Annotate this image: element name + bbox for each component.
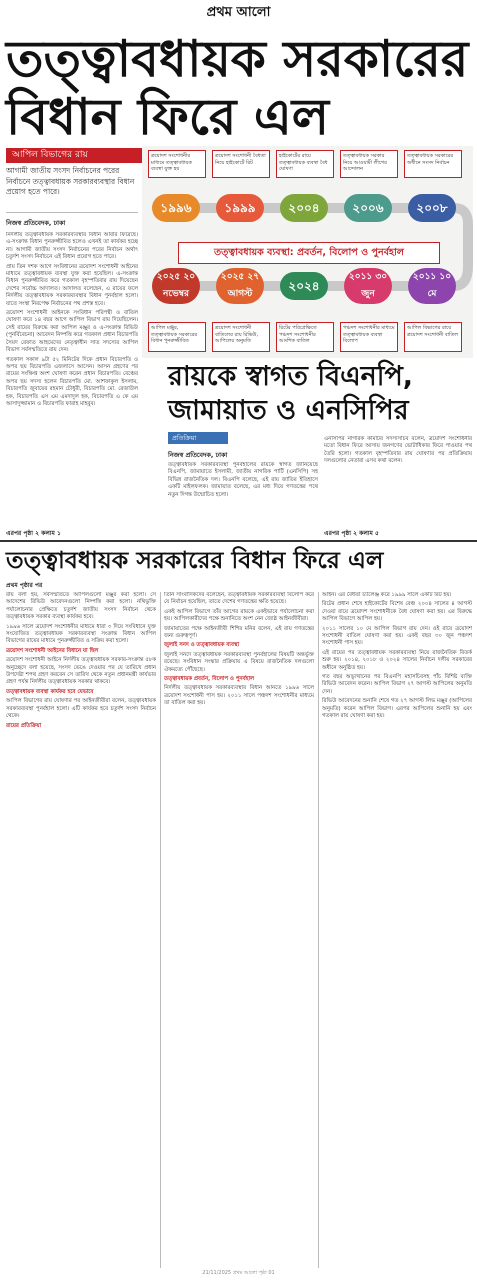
timeline-note: ত্রয়োদশ সংশোধনী বাতিলের রায় রিভিউ, আপিলের অনুমতি [212,322,270,352]
reaction-column-2: এনসিপির নাগরিক কমিটির সদস্যসচিব বলেন, ত্রয়োদশ সংশোধনীর মতো বিধান ফিরে আসায় জনগণের ভোটাধিকার ফিরে পাওয়ার পথ তৈরি হলো। গতকাল বৃহস্পতিবার রায় ঘোষণার পর প্রতিক্রিয়ায় দলগুলোর নেতারা এসব কথা বলেন। [324,436,472,465]
reaction-column-1: তত্ত্বাবধায়ক সরকারব্যবস্থা পুনর্বহালের রায়কে স্বাগত জানিয়েছে বিএনপি, জামায়াতে ইসলামী, জাতীয় নাগরিক পার্টি (এনসিপি) সহ বিভিন্ন রাজনৈতিক দল। বিএনপি বলেছে, এই রায় জাতির ইতিহাসে একটি মাইলফলক। জামায়াত বলেছে, এর মধ্য দিয়ে গণতন্ত্রের পথে নতুন দিগন্ত উন্মোচিত হলো। [168,462,318,498]
page-2-headline: তত্ত্বাবধায়ক সরকারের বিধান ফিরে এল [6,546,384,574]
page-footer: 21/11/2025 প্রথম আলো পৃষ্ঠা 01 [202,1270,275,1276]
paragraph: রিটের প্রধান শেষে হাইকোর্টের বিশেষ বেঞ্চ ২০০৪ সালের ৪ আগস্ট দেওয়া রায়ে ত্রয়োদশ সংশোধনীকে বৈধ ঘোষণা করা হয়। এর বিরুদ্ধে আপিল বিভাগে আপিল হয়। [322,601,472,623]
byline: নিজস্ব প্রতিবেদক, ঢাকা [6,219,66,227]
timeline-note: পঞ্চদশ সংশোধনীর মাধ্যমে তত্ত্বাবধায়ক ব্যবস্থা বিলোপ [340,322,398,352]
paragraph: রিভিউ আবেদনের শুনানি শেষে গত ২৭ আগস্ট লিভ মঞ্জুর (আপিলের অনুমতি) করেন আপিল বিভাগ। এরপর আপিলের শুনানি হয় এবং গতকাল রায় ঘোষণা করা হয়। [322,698,472,720]
timeline-note: রিটের পরিপ্রেক্ষিতে পঞ্চদশ সংশোধনীর আংশিক বাতিল [276,322,334,352]
timeline-note: তত্ত্বাবধায়ক সরকারের অধীনে সংসদ নির্বাচন [404,150,462,178]
timeline-note: ত্রয়োদশ সংশোধনী বৈধতা নিয়ে হাইকোর্টে রিট [212,150,270,178]
timeline-year: ১৯৯৯ [216,194,264,222]
timeline-year: ২০১১ ১০ মে [408,268,456,304]
paragraph: ত্রয়োদশ সংশোধনী আইনকে সংবিধান পরিপন্থী ও বাতিল ঘোষণা করে ১৪ বছর আগে আপিল বিভাগ রায় দিয়েছিলেন। সেই রায়ের বিরুদ্ধে করা আপিল মঞ্জুর ও এ-সংক্রান্ত রিভিউ (পুনর্বিবেচনা) আবেদন নিষ্পত্তি করে গতকাল প্রধান বিচারপতি সৈয়দ রেফাত আহমেদের নেতৃত্বাধীন সাত সদস্যের আপিল বিভাগ সর্বসম্মতিতে রায় দেন। [6,310,138,354]
paragraph: গতকাল সকাল ৯টা ৫২ মিনিটের দিকে প্রধান বিচারপতি ও অপর ছয় বিচারপতি এজলাসে আসেন। আসন গ্রহণের পর রায়ের সংক্ষিপ্ত অংশ ঘোষণা করেন প্রধান বিচারপতি। বেঞ্চের অপর ছয় সদস্য হলেন বিচারপতি মো. আশফাকুল ইসলাম, বিচারপতি জুবায়ের রহমান চৌধুরী, বিচারপতি মো. রেজাউল হক, বিচারপতি এস এম এমদাদুল হক, বিচারপতি এ কে এম আসাদুজ্জামান ও বিচারপতি ফারাহ মাহবুব। [6,356,138,407]
secondary-headline: রায়কে স্বাগত বিএনপি, জামায়াত ও এনসিপির [168,361,414,426]
timeline-note: আপিল মঞ্জুর, তত্ত্বাবধায়ক সরকারের বিধান পুনরুজ্জীবিত [148,322,206,352]
section-tag-reaction: প্রতিক্রিয়া [168,432,228,444]
subheading: তত্ত্বাবধায়ক প্রবর্তন, বিলোপ ও পুনর্বহাল [164,676,255,683]
timeline-year: ২০২৫ ২০ নভেম্বর [152,268,200,304]
continuation-label: প্রথম পৃষ্ঠার পর [6,582,43,589]
paragraph: রায় বলা হয়, সর্বসম্মতিতে আপিলগুলো মঞ্জুর করা হলো। সে আদেশের রিভিউ আবেদনগুলো নিষ্পত্তি করা হলো। নথিভুক্তি পর্যালোচনার প্রেক্ষিতে চতুর্দশ জাতীয় সংসদ নির্বাচন থেকে তত্ত্বাবধায়ক সরকার ব্যবস্থা কার্যকর হবে। [6,592,156,621]
article-column-b [164,592,314,1268]
timeline-title: তত্ত্বাবধায়ক ব্যবস্থা: প্রবর্তন, বিলোপ ও পুনর্বহাল [178,242,440,264]
paragraph: তিনি সাংবাদিকদের বলেছেন, তত্ত্বাবধায়ক সরকারব্যবস্থা বিলোপ করে যে নির্বাচন হয়েছিল, তাতে দেশের গণতন্ত্রের ক্ষতি হয়েছে। [164,592,314,606]
paragraph: নির্দলীয় তত্ত্বাবধায়ক সরকারব্যবস্থার বিধান আবার ফিরেছে। এ-সংক্রান্ত বিধান পুনরুজ্জীবিত হলেও এখনই তা কার্যকর হচ্ছে না। আগামী জাতীয় সংসদ নির্বাচনের পরের নির্বাচন অর্থাৎ চতুর্দশ সংসদ নির্বাচনে এই বিধান প্রয়োগ হতে পারে। [6,232,138,261]
paragraph: জুলাই সনদে তত্ত্বাবধায়ক সরকারব্যবস্থা পুনর্বহালের বিষয়টি অন্তর্ভুক্ত রয়েছে। সংবিধান সংস্কার প্রক্রিয়ায় এ বিষয়ে রাজনৈতিক দলগুলো ঐকমত্যে পৌঁছেছে। [164,651,314,673]
timeline-note: হাইকোর্টের রায়ে তত্ত্বাবধায়ক ব্যবস্থা বৈধ ঘোষণা [276,150,334,178]
byline: নিজস্ব প্রতিবেদক, ঢাকা [168,451,228,459]
subheading: জুলাই সনদ ও তত্ত্বাবধায়ক ব্যবস্থা [164,642,240,649]
paragraph: এই রায়ের পর তত্ত্বাবধায়ক সরকারব্যবস্থা নিয়ে রাজনৈতিক বিতর্ক শুরু হয়। ২০১৪, ২০১৮ ও ২০২৪ সালের নির্বাচন দলীয় সরকারের অধীনে অনুষ্ঠিত হয়। [322,649,472,671]
paragraph: জামায়াতের পক্ষে আইনজীবী শিশির মনির বলেন, এই রায় গণতন্ত্রের জন্য গুরুত্বপূর্ণ। [164,625,314,640]
subheading: ত্রয়োদশ সংশোধনী আইনের বিধানে যা ছিল [6,647,99,654]
paragraph: ২০১১ সালের ১০ মে আপিল বিভাগ রায় দেন। ওই রায়ে ত্রয়োদশ সংশোধনী বাতিল ঘোষণা করা হয়। একই বছর ৩০ জুন পঞ্চদশ সংশোধনী পাস হয়। [322,625,472,647]
timeline-year: ২০২৪ [280,272,328,300]
timeline-year: ২০০৬ [344,194,392,222]
section-tag: আপিল বিভাগের রায় [6,148,144,163]
paragraph: ত্রয়োদশ সংশোধনী আইনে নির্দলীয় তত্ত্বাবধায়ক সরকার-সংক্রান্ত ৫৮ক অনুচ্ছেদে বলা হয়েছে, সংসদ ভেঙে দেওয়ার পর যে তারিখে প্রধান উপদেষ্টা শপথ গ্রহণ করবেন সে তারিখ থেকে নতুন প্রধানমন্ত্রী কার্যভার গ্রহণ পর্যন্ত নির্দলীয় তত্ত্বাবধায়ক সরকার থাকবে। [6,657,156,686]
paragraph: নির্দলীয় তত্ত্বাবধায়ক সরকারব্যবস্থার বিধান আনতে ১৯৯৬ সালে ত্রয়োদশ সংশোধনী পাস হয়। ২০১১ সালে পঞ্চদশ সংশোধনীর মাধ্যমে তা বাতিল করা হয়। [164,685,314,707]
paragraph: গত বছর অভ্যুত্থানের পর বিএনপি মহাসচিবসহ পাঁচ বিশিষ্ট ব্যক্তি রিভিউ আবেদন করেন। আপিল বিভাগ ২৭ আগস্ট আপিলের অনুমতি দেন। [322,674,472,695]
article-column-1 [6,232,138,524]
column-rule [318,592,319,1268]
timeline-year: ১৯৯৬ [152,194,200,222]
timeline-year: ২০২৫ ২৭ আগস্ট [216,268,264,304]
timeline-infographic [142,146,473,358]
section-divider [0,540,477,542]
timeline-note: তত্ত্বাবধায়ক সরকার নিয়ে আওয়ামী লীগের আন্দোলন [340,150,398,178]
main-headline: তত্ত্বাবধায়ক সরকারের বিধান ফিরে এল [6,30,469,146]
continuation-note: এরপর পৃষ্ঠা ২ কলাম ৫ [324,530,379,537]
divider [6,212,138,213]
continuation-note: এরপর পৃষ্ঠা ২ কলাম ১ [6,530,61,537]
timeline-note: আপিল বিভাগের রায়ে ত্রয়োদশ সংশোধনী বাতিল [404,322,462,352]
paragraph: আইন। এর বৈধতা চ্যালেঞ্জ করে ১৯৯৯ সালে একটি রিট হয়। [322,592,452,598]
paragraph: ১৯৯৬ সালে ত্রয়োদশ সংশোধনীর মাধ্যমে ধারা ৩ দিয়ে সংবিধানে যুক্ত সংযোজিত তত্ত্বাবধায়ক সরকারব্যবস্থা সংক্রান্ত বিধান আপিল বিভাগের রায়ের মাধ্যমে পুনরুজ্জীবিত ও সক্রিয় করা হলো। [6,623,156,645]
column-rule [160,592,161,1268]
masthead [0,0,477,28]
paragraph: একই আপিল বিভাগে তাঁর আগের রায়কে একইভাবে পর্যালোচনা করা হয়। আপিলকারীদের পক্ষে শুনানিতে অংশ নেন জ্যেষ্ঠ আইনজীবীরা। [164,608,314,623]
paragraph: আপিল বিভাগের রায় ঘোষণার পর আইনজীবীরা বলেন, তত্ত্বাবধায়ক সরকারব্যবস্থা পুনর্বহাল হলো। এটি কার্যকর হবে চতুর্দশ সংসদ নির্বাচন থেকে। [6,698,156,720]
subheading: রায়ের প্রতিক্রিয়া [6,722,42,729]
timeline-year: ২০০৪ [280,194,328,222]
masthead-logo: প্রথম আলো [206,5,271,20]
subheading: তত্ত্বাবধায়ক ব্যবস্থা কার্যকর হবে যেভাবে [6,688,94,695]
paragraph: প্রায় তিন দশক আগে সংবিধানের ত্রয়োদশ সংশোধনী আইনের মাধ্যমে তত্ত্বাবধায়ক ব্যবস্থা যুক্ত করা হয়েছিল। এ-সংক্রান্ত বিধান পুনরুজ্জীবিত করে গতকাল বৃহস্পতিবার রায় দিয়েছেন দেশের সর্বোচ্চ আদালত। আদালত বলেছেন, এ রায়ের ফলে নির্দলীয় তত্ত্বাবধায়ক সরকারব্যবস্থার বিধান পুনর্বহাল হলো। যাতে সংস্থা নিরপেক্ষ নির্বাচনের পথ প্রশস্ত হবে। [6,263,138,307]
timeline-note: ত্রয়োদশ সংশোধনীর মাধ্যমে তত্ত্বাবধায়ক ব্যবস্থা যুক্ত হয় [148,150,206,178]
timeline-year: ২০১১ ৩০ জুন [344,268,392,304]
article-column-c [322,592,472,1268]
article-column-a [6,592,156,1268]
lead-text: আগামী জাতীয় সংসদ নির্বাচনের পরের নির্বাচনে তত্ত্বাবধায়ক সরকারব্যবস্থার বিধান প্রয়োগ হতে পারে। [6,166,135,196]
timeline-year: ২০০৮ [408,194,456,222]
